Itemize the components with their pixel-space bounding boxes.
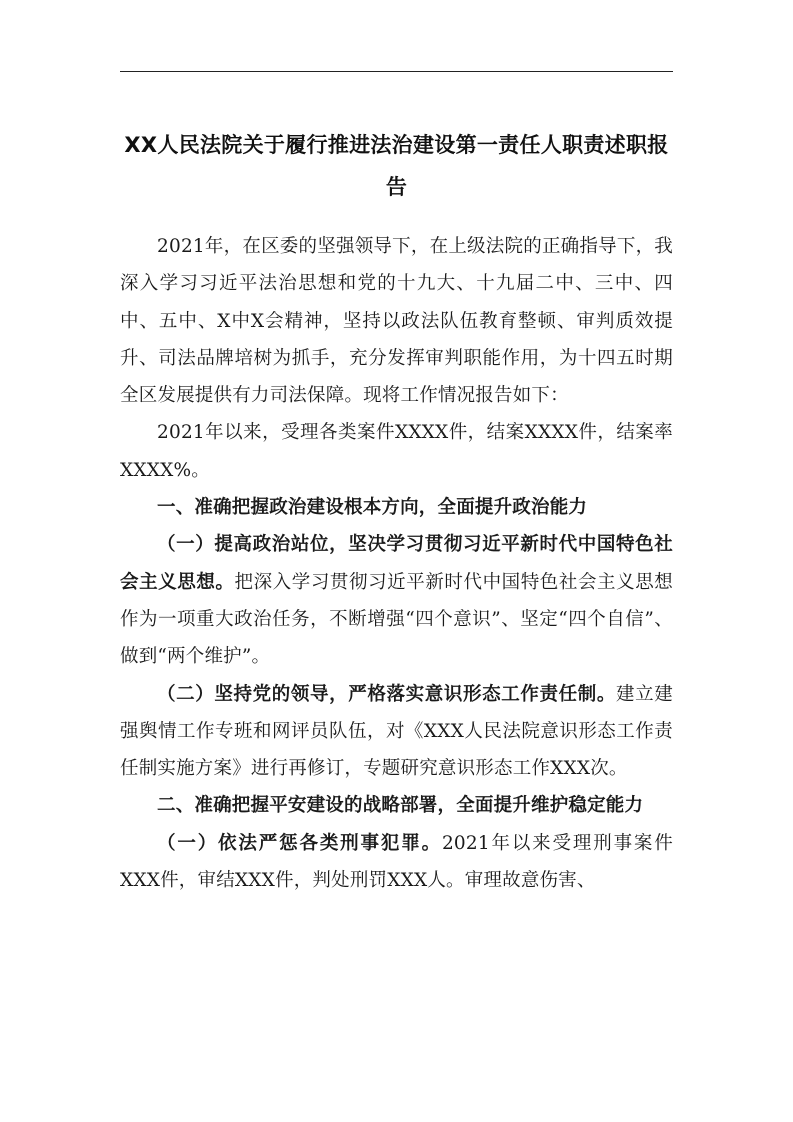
subsection-1-2 [120, 676, 673, 788]
subsection-2-1-body: 2021年以来受理刑事案件XXX件，审结XXX件，判处刑罚XXX人。审理故意伤害、 [120, 832, 673, 892]
document-title [120, 124, 673, 208]
title-line-2: 告 [385, 175, 408, 199]
subsection-1-2-body: 建立建强舆情工作专班和网评员队伍，对《XXX人民法院意识形态工作责任制实施方案》进行再修订，专题研究意识形态工作XXX次。 [120, 683, 673, 780]
statistics-paragraph: 2021年以来，受理各类案件XXXX件，结案XXXX件，结案率XXXX%。 [120, 422, 673, 481]
section-heading-1: 一、准确把握政治建设根本方向，全面提升政治能力 [157, 497, 588, 519]
subsection-1-1-lead: （一）提高政治站位，坚决学习贯彻习近平新时代中国特色社会主义思想。 [120, 534, 673, 593]
intro-paragraph: 2021年，在区委的坚强领导下，在上级法院的正确指导下，我深入学习习近平法治思想和党的十九大、十九届二中、三中、四中、五中、X中X会精神，坚持以政法队伍教育整顿、审判质效提升、司法品牌培树为抓手，充分发挥审判职能作用，为十四五时期全区发展提供有力司法保障。现将工作情况报告如下： [120, 236, 673, 407]
subsection-2-1-lead: （一）依法严惩各类刑事犯罪。 [157, 832, 442, 854]
subsection-1-2-lead: （二）坚持党的领导，严格落实意识形态工作责任制。 [157, 683, 617, 705]
header-rule [120, 71, 673, 72]
title-line-1: XX人民法院关于履行推进法治建设第一责任人职责述职报 [124, 133, 669, 157]
section-heading-2: 二、准确把握平安建设的战略部署，全面提升维护稳定能力 [157, 795, 644, 817]
document-body [120, 228, 673, 899]
subsection-1-1 [120, 526, 673, 675]
subsection-2-1 [120, 825, 673, 900]
subsection-1-1-body: 把深入学习贯彻习近平新时代中国特色社会主义思想作为一项重大政治任务，不断增强“四个意识”、坚定“四个自信”、做到“两个维护”。 [120, 571, 673, 668]
